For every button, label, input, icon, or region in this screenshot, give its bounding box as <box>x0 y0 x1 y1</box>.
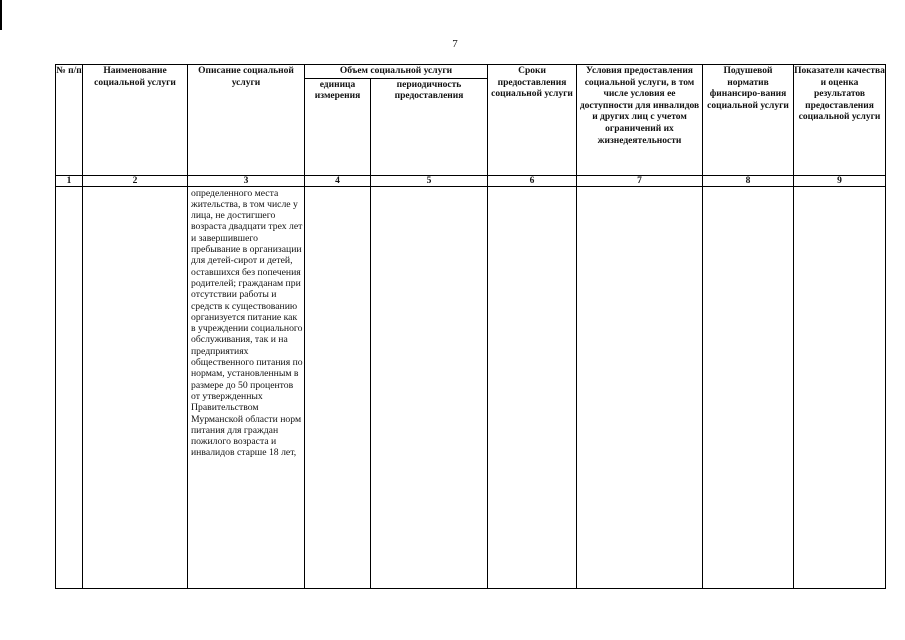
column-number-2: 2 <box>83 175 188 186</box>
social-services-table <box>55 64 886 589</box>
column-number-9: 9 <box>794 175 886 186</box>
cell-service-conditions <box>577 186 703 588</box>
header-service-name: Наименование социальной услуги <box>83 65 188 176</box>
header-col-number: № п/п <box>56 65 83 176</box>
column-number-4: 4 <box>305 175 371 186</box>
header-unit-of-measure: единица измерения <box>305 78 371 175</box>
header-service-conditions: Условия предоставления социальной услуги, в том числе условия ее доступности для инвалидов и других лиц с учетом ограничений их жизнедеятельности <box>577 65 703 176</box>
scan-edge-mark <box>0 0 2 30</box>
cell-service-description: определенного места жительства, в том числе у лица, не достигшего возраста двадцати трех лет и завершившего пребывание в организации для детей-сирот и детей, оставшихся без попечения родителей; гражданам при отсутствии работы и средств к существованию организуется питание как в учреждении социального обслуживания, так и на предприятиях общественного питания по нормам, установленным в размере до 50 процентов от утвержденных Правительством Мурманской области норм питания для граждан пожилого возраста и инвалидов старше 18 лет, <box>188 186 305 588</box>
header-service-description: Описание социальной услуги <box>188 65 305 176</box>
cell-unit-of-measure <box>305 186 371 588</box>
header-quality-indicators: Показатели качества и оценка результатов предоставления социальной услуги <box>794 65 886 176</box>
header-service-terms: Сроки предоставления социальной услуги <box>488 65 577 176</box>
header-service-volume: Объем социальной услуги <box>305 65 488 79</box>
cell-funding-standard <box>703 186 794 588</box>
cell-number <box>56 186 83 588</box>
column-number-6: 6 <box>488 175 577 186</box>
column-number-5: 5 <box>371 175 488 186</box>
page-number: 7 <box>452 38 458 50</box>
header-frequency: периодичность предоставления <box>371 78 488 175</box>
column-number-3: 3 <box>188 175 305 186</box>
column-number-8: 8 <box>703 175 794 186</box>
cell-service-name <box>83 186 188 588</box>
table-row <box>56 186 886 588</box>
cell-quality-indicators <box>794 186 886 588</box>
cell-frequency <box>371 186 488 588</box>
header-row-top <box>56 65 886 79</box>
header-funding-standard: Подушевой норматив финансиро-вания социальной услуги <box>703 65 794 176</box>
column-number-row <box>56 175 886 186</box>
column-number-1: 1 <box>56 175 83 186</box>
cell-service-terms <box>488 186 577 588</box>
column-number-7: 7 <box>577 175 703 186</box>
